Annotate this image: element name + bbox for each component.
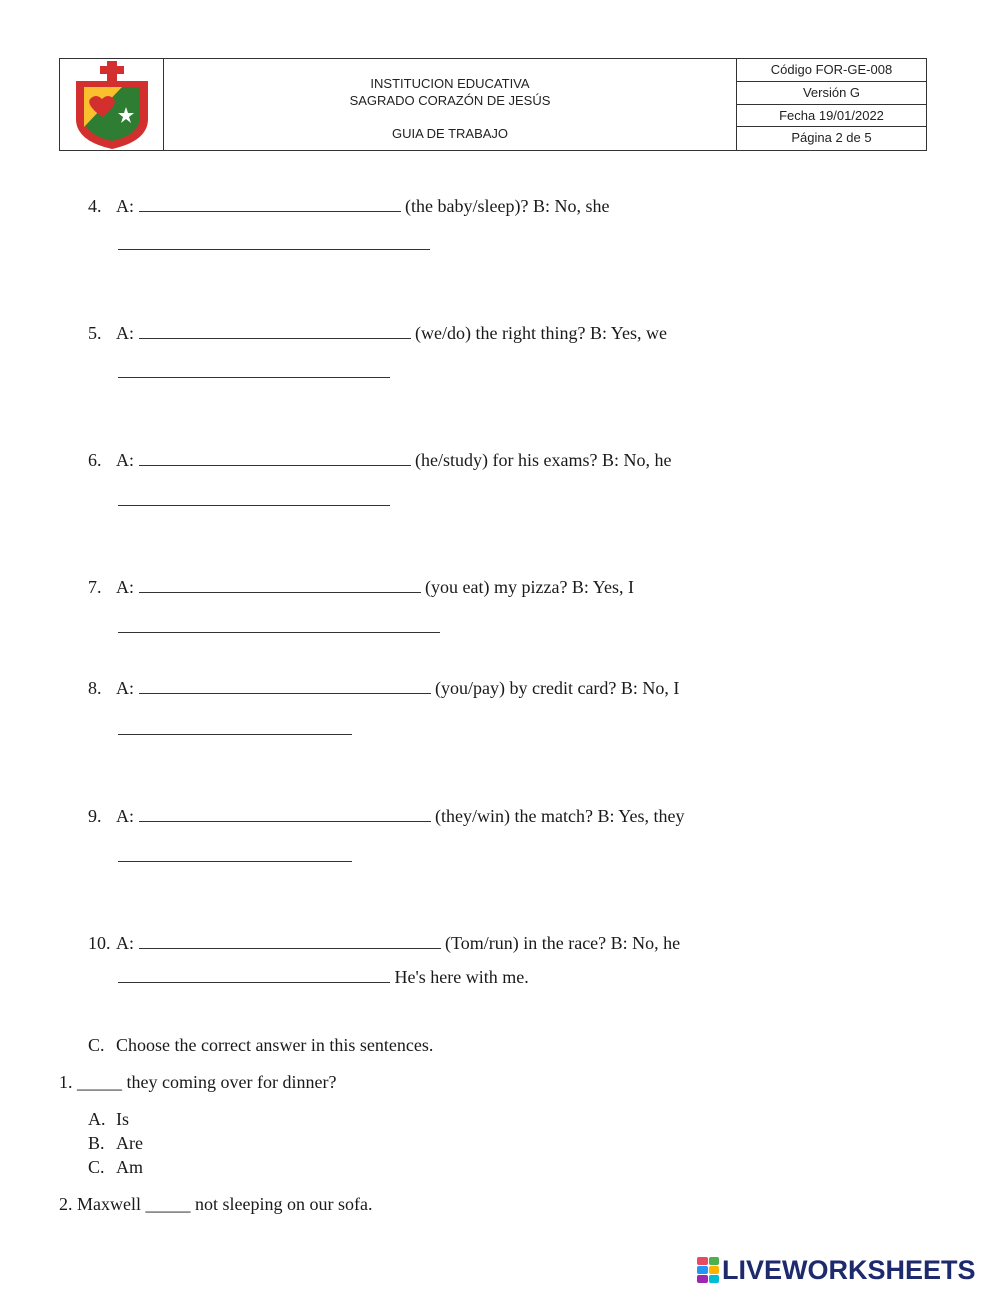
answer-blank[interactable]: [139, 934, 441, 949]
question-prompt: (we/do) the right thing? B: Yes, we: [415, 323, 667, 343]
answer-line-4[interactable]: [118, 248, 430, 250]
mc-number: 1.: [59, 1072, 73, 1092]
question-number: 10.: [88, 933, 111, 953]
speaker-a: A:: [116, 577, 134, 597]
answer-tail: He's here with me.: [394, 967, 529, 987]
question-6: [88, 450, 671, 471]
question-5: [88, 323, 667, 344]
question-7: [88, 577, 634, 598]
answer-blank[interactable]: [139, 578, 421, 593]
answer-blank[interactable]: [139, 451, 411, 466]
question-prompt: (Tom/run) in the race? B: No, he: [445, 933, 681, 953]
mc-option-c[interactable]: [88, 1157, 143, 1178]
answer-line-8[interactable]: [118, 733, 352, 735]
mc-number: 2.: [59, 1194, 73, 1214]
speaker-a: A:: [116, 678, 134, 698]
answer-blank[interactable]: [139, 679, 431, 694]
question-prompt: (he/study) for his exams? B: No, he: [415, 450, 672, 470]
option-letter: C.: [88, 1157, 105, 1177]
meta-version: Versión G: [737, 82, 926, 105]
question-number: 7.: [88, 577, 102, 597]
meta-pagina: Página 2 de 5: [791, 130, 872, 146]
option-letter: A.: [88, 1109, 106, 1129]
option-text: Am: [116, 1157, 143, 1177]
section-title: Choose the correct answer in this sentences.: [116, 1035, 434, 1055]
header-title-cell: [164, 59, 737, 150]
mc-blank[interactable]: _____: [145, 1194, 191, 1214]
answer-blank[interactable]: [139, 324, 411, 339]
question-number: 8.: [88, 678, 102, 698]
speaker-a: A:: [116, 450, 134, 470]
mc-before: Maxwell: [77, 1194, 141, 1214]
question-prompt: (you eat) my pizza? B: Yes, I: [425, 577, 634, 597]
question-9: [88, 806, 684, 827]
speaker-a: A:: [116, 196, 134, 216]
section-c-heading: [88, 1035, 433, 1056]
liveworksheets-icon: [697, 1257, 719, 1283]
answer-line-5[interactable]: [118, 376, 390, 378]
meta-codigo: Código FOR-GE-008: [737, 59, 926, 82]
section-letter: C.: [88, 1035, 105, 1055]
mc-option-b[interactable]: [88, 1133, 143, 1154]
question-prompt: (the baby/sleep)? B: No, she: [405, 196, 610, 216]
speaker-a: A:: [116, 806, 134, 826]
document-header: [59, 58, 927, 151]
mc-option-a[interactable]: [88, 1109, 129, 1130]
answer-line-7[interactable]: [118, 631, 440, 633]
question-prompt: (they/win) the match? B: Yes, they: [435, 806, 685, 826]
school-crest-logo: [70, 61, 154, 149]
speaker-a: A:: [116, 323, 134, 343]
question-8: [88, 678, 679, 699]
mc-question-1: [59, 1072, 336, 1093]
answer-line-9[interactable]: [118, 860, 352, 862]
liveworksheets-brand: [697, 1256, 976, 1284]
header-meta-cell: [737, 59, 926, 150]
mc-text: they coming over for dinner?: [126, 1072, 337, 1092]
mc-blank[interactable]: _____: [77, 1072, 122, 1092]
option-text: Is: [116, 1109, 129, 1129]
institution-name: INSTITUCION EDUCATIVA: [370, 76, 530, 91]
question-number: 6.: [88, 450, 102, 470]
mc-question-2: [59, 1194, 372, 1215]
answer-blank[interactable]: [139, 807, 431, 822]
meta-fecha: Fecha 19/01/2022: [737, 105, 926, 128]
answer-blank[interactable]: [139, 197, 401, 212]
question-10: [88, 933, 680, 954]
document-type: GUIA DE TRABAJO: [391, 126, 509, 141]
school-name: SAGRADO CORAZÓN DE JESÚS: [349, 93, 551, 108]
answer-row-10: [118, 967, 529, 988]
question-4: [88, 196, 609, 217]
question-number: 4.: [88, 196, 102, 216]
mc-text: not sleeping on our sofa.: [194, 1194, 373, 1214]
question-prompt: (you/pay) by credit card? B: No, I: [435, 678, 680, 698]
speaker-a: A:: [116, 933, 134, 953]
brand-name: LIVEWORKSHEETS: [722, 1254, 976, 1285]
question-number: 5.: [88, 323, 102, 343]
question-number: 9.: [88, 806, 102, 826]
option-letter: B.: [88, 1133, 105, 1153]
answer-line-6[interactable]: [118, 504, 390, 506]
logo-cell: [60, 59, 164, 150]
answer-blank[interactable]: [118, 968, 390, 983]
option-text: Are: [116, 1133, 143, 1153]
